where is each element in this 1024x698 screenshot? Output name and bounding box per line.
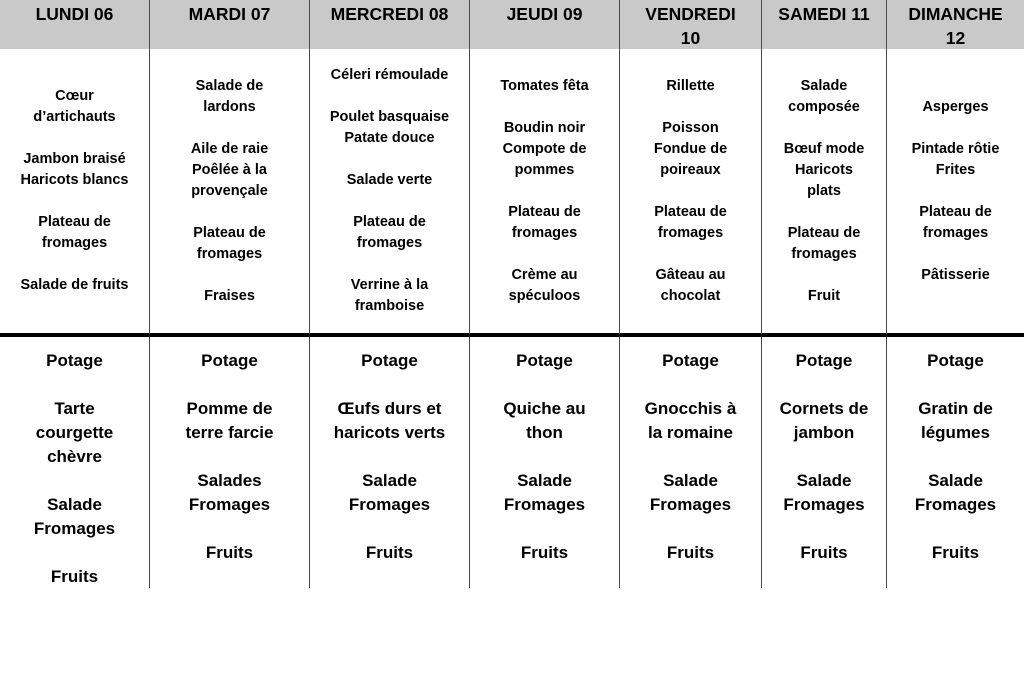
menu-item: Poulet basquaise Patate douce	[329, 109, 450, 146]
menu-item: Potage	[795, 351, 853, 370]
menu-item: Salades Fromages	[188, 471, 271, 514]
menu-item: Cœur d’artichauts	[33, 88, 116, 125]
dinner-cell-wednesday	[310, 337, 470, 588]
day-header-thursday: JEUDI 09	[470, 0, 620, 49]
menu-item: Salade Fromages	[348, 471, 431, 514]
menu-item: Salade composée	[788, 77, 860, 115]
menu-item: Fruits	[666, 543, 715, 562]
menu-item: Plateau de fromages	[38, 214, 111, 251]
day-header-wednesday: MERCREDI 08	[310, 0, 470, 49]
menu-item: Potage	[516, 351, 573, 370]
menu-item: Salade Fromages	[33, 495, 116, 538]
menu-item: Plateau de fromages	[654, 203, 727, 241]
menu-item: Salade Fromages	[503, 471, 586, 514]
menu-item: Salade Fromages	[783, 471, 865, 514]
menu-item: Potage	[361, 351, 418, 370]
dinner-cell-thursday	[470, 337, 620, 588]
menu-item: Gratin de légumes	[918, 399, 993, 442]
dinner-cell-sunday	[887, 337, 1024, 588]
menu-item: Salade Fromages	[649, 471, 732, 514]
menu-item: Fruit	[807, 287, 841, 304]
lunch-cell-tuesday	[150, 49, 310, 337]
lunch-cell-sunday	[887, 49, 1024, 337]
lunch-cell-friday	[620, 49, 762, 337]
menu-item: Rillette	[666, 77, 715, 94]
menu-item: Plateau de fromages	[353, 214, 426, 251]
menu-item: Pâtisserie	[921, 266, 990, 283]
dinner-cell-tuesday	[150, 337, 310, 588]
menu-item: Salade de fruits	[20, 277, 129, 293]
day-header-sunday: DIMANCHE 12	[887, 0, 1024, 49]
dinner-cell-friday	[620, 337, 762, 588]
lunch-cell-wednesday	[310, 49, 470, 337]
menu-item: Tarte courgette chèvre	[35, 399, 114, 466]
menu-item: Plateau de fromages	[508, 203, 581, 241]
menu-item: Poisson Fondue de poireaux	[653, 119, 728, 178]
day-header-saturday: SAMEDI 11	[762, 0, 887, 49]
menu-item: Salade Fromages	[914, 471, 997, 514]
menu-item: Salade de lardons	[195, 77, 264, 115]
menu-item: Aile de raie Poêlée à la provençale	[190, 140, 269, 199]
menu-item: Fruits	[50, 567, 99, 586]
menu-item: Fruits	[365, 543, 414, 562]
menu-item: Jambon braisé Haricots blancs	[20, 151, 129, 188]
menu-item: Boudin noir Compote de pommes	[502, 119, 587, 178]
menu-item: Potage	[201, 351, 258, 370]
menu-item: Asperges	[922, 98, 989, 115]
day-header-tuesday: MARDI 07	[150, 0, 310, 49]
menu-item: Potage	[927, 351, 984, 370]
menu-item: Potage	[46, 351, 103, 370]
menu-item: Fruits	[931, 543, 980, 562]
menu-item: Fruits	[520, 543, 569, 562]
menu-item: Fruits	[800, 543, 848, 562]
menu-item: Gnocchis à la romaine	[644, 399, 737, 442]
menu-item: Tomates fêta	[500, 77, 589, 94]
lunch-cell-saturday	[762, 49, 887, 337]
menu-item: Céleri rémoulade	[330, 67, 449, 83]
menu-item: Gâteau au chocolat	[655, 266, 726, 304]
menu-item: Crème au spéculoos	[508, 266, 581, 304]
menu-item: Quiche au thon	[503, 399, 586, 442]
day-header-monday: LUNDI 06	[0, 0, 150, 49]
menu-item: Potage	[662, 351, 719, 370]
menu-item: Fruits	[205, 543, 254, 562]
lunch-cell-thursday	[470, 49, 620, 337]
menu-item: Plateau de fromages	[193, 224, 266, 262]
dinner-cell-saturday	[762, 337, 887, 588]
menu-item: Plateau de fromages	[787, 224, 861, 262]
menu-item: Œufs durs et haricots verts	[333, 399, 446, 442]
lunch-cell-monday	[0, 49, 150, 337]
day-header-friday: VENDREDI 10	[620, 0, 762, 49]
dinner-cell-monday	[0, 337, 150, 588]
menu-item: Salade verte	[346, 172, 433, 188]
menu-item: Pomme de terre farcie	[185, 399, 274, 442]
menu-item: Cornets de jambon	[779, 399, 869, 442]
menu-item: Bœuf mode Haricots plats	[783, 140, 865, 199]
menu-item: Fraises	[204, 287, 255, 304]
menu-item: Pintade rôtie Frites	[911, 140, 1000, 178]
menu-item: Plateau de fromages	[919, 203, 992, 241]
menu-item: Verrine à la framboise	[350, 277, 429, 314]
